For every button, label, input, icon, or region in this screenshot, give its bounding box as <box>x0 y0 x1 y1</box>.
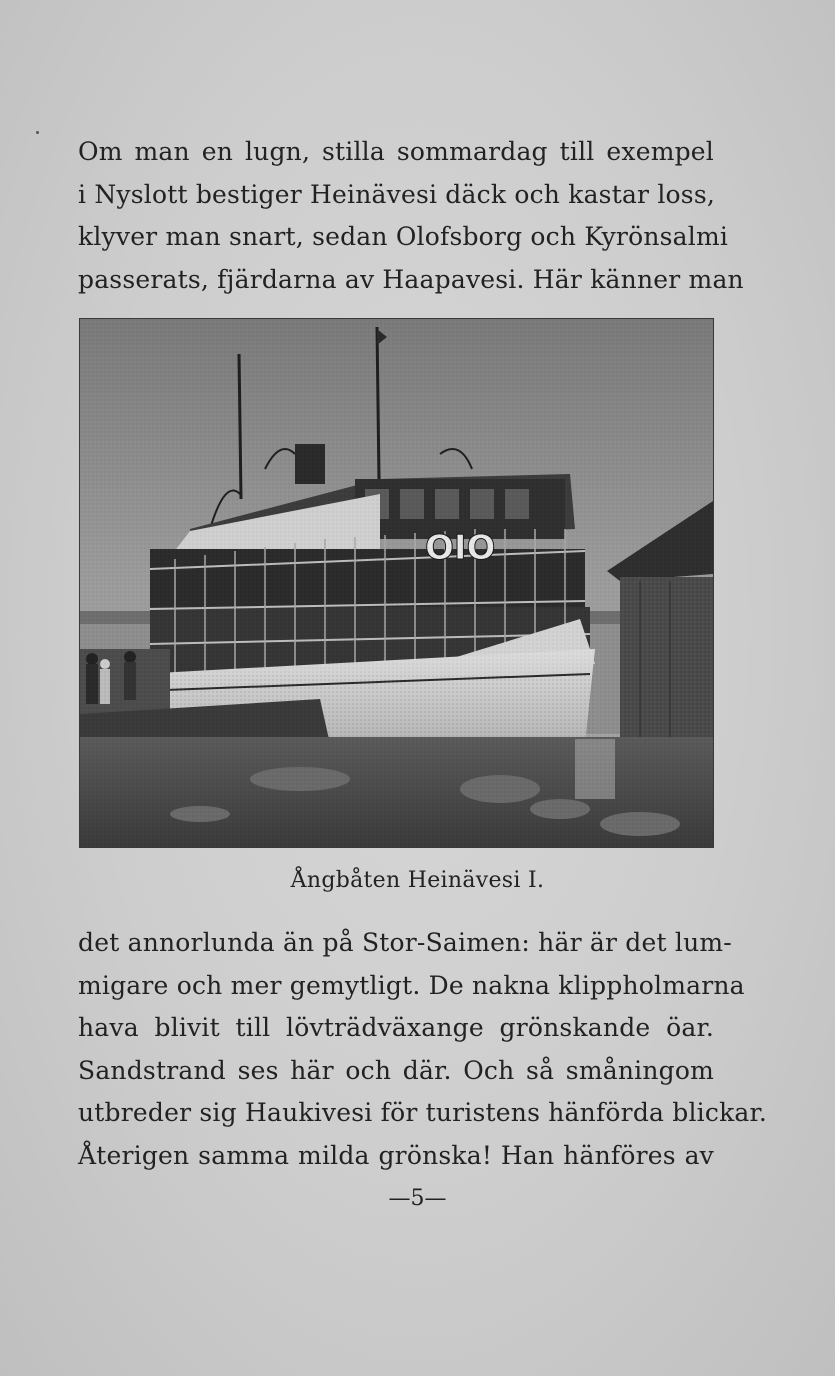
text-line: i Nyslott bestiger Heinävesi däck och kastar loss, <box>78 179 716 209</box>
text-line: migare och mer gemytligt. De nakna klippholmarna <box>78 970 745 1000</box>
page-number: —5— <box>388 1186 447 1211</box>
print-speck <box>36 131 39 134</box>
text-line: utbreder sig Haukivesi för turistens hänförda blickar. <box>78 1098 768 1127</box>
paragraph-top <box>78 131 744 301</box>
text-line: det annorlunda än på Stor-Saimen: här är det lum- <box>78 928 732 957</box>
photo-caption: Ångbåten Heinävesi I. <box>290 868 545 893</box>
text-line: hava blivit till lövträdväxange grönskande öar. <box>78 1013 714 1042</box>
text-line: Återigen samma milda grönska! Han hänföres av <box>78 1140 714 1170</box>
text-line: klyver man snart, sedan Olofsborg och Kyrönsalmi <box>78 222 729 251</box>
text-line: passerats, fjärdarna av Haapavesi. Här känner man <box>78 264 744 294</box>
photo-grain <box>80 319 713 847</box>
text-line: Sandstrand ses här och där. Och så småningom <box>78 1055 714 1085</box>
steamship-photo <box>79 318 714 848</box>
text-line: Om man en lugn, stilla sommardag till exempel <box>78 137 714 166</box>
steamship-illustration <box>80 319 713 847</box>
paragraph-bottom <box>78 922 768 1177</box>
